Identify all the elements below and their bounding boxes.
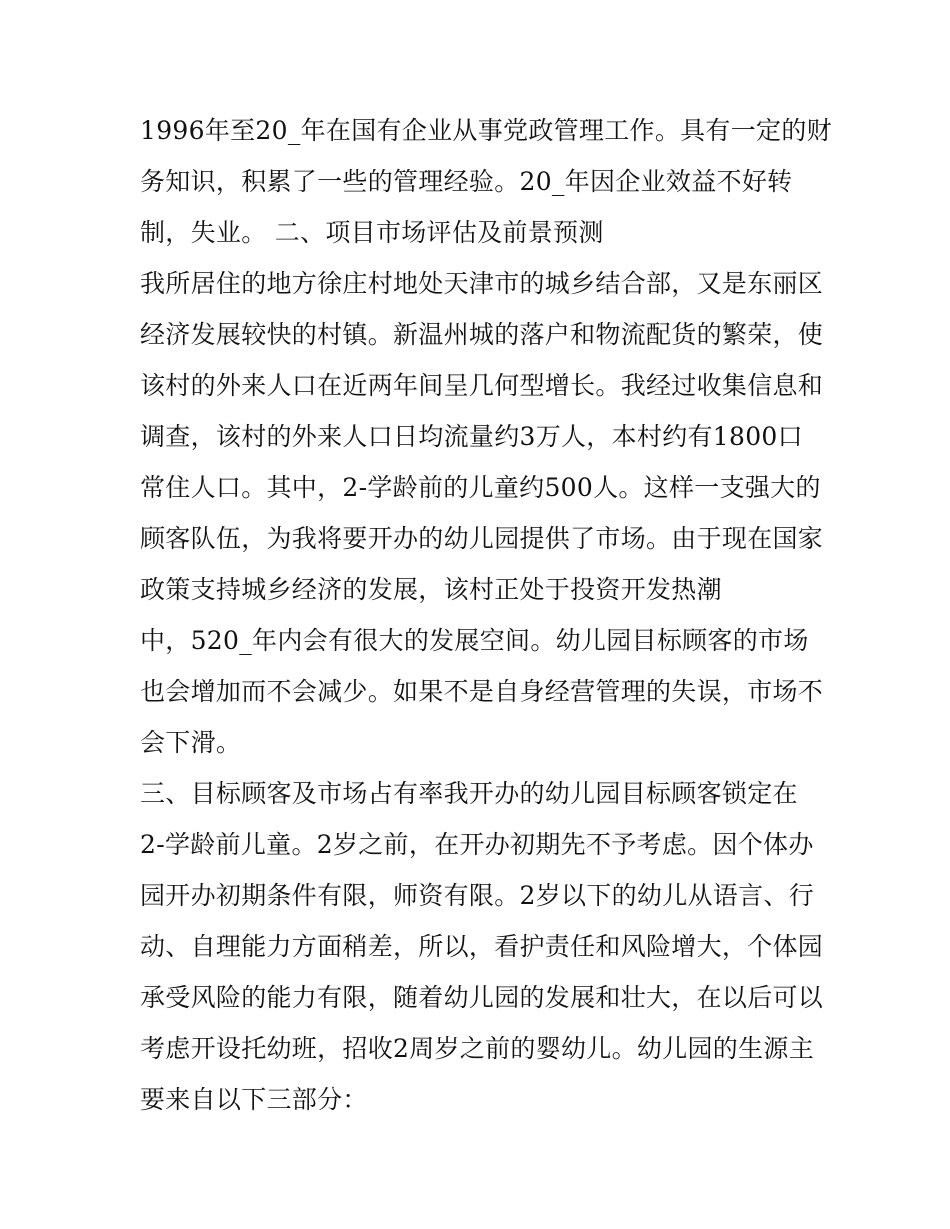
text-line: 园开办初期条件有限，师资有限。2岁以下的幼儿从语言、行 — [140, 881, 815, 910]
text-line: 中，520_年内会有很大的发展空间。幼儿园目标顾客的市场 — [140, 626, 809, 655]
text-line: 2-学龄前儿童。2岁之前，在开办初期先不予考虑。因个体办 — [140, 830, 814, 859]
text-line: 三、目标顾客及市场占有率我开办的幼儿园目标顾客锁定在 — [140, 779, 798, 808]
text-line: 该村的外来人口在近两年间呈几何型增长。我经过收集信息和 — [140, 371, 824, 400]
text-line: 我所居住的地方徐庄村地处天津市的城乡结合部，又是东丽区 — [140, 269, 824, 298]
text-line: 1996年至20_年在国有企业从事党政管理工作。具有一定的财 — [140, 116, 832, 145]
text-line: 考虑开设托幼班，招收2周岁之前的婴幼儿。幼儿园的生源主 — [140, 1034, 815, 1063]
body-text — [140, 105, 832, 1125]
text-line: 制，失业。 二、项目市场评估及前景预测 — [140, 218, 604, 247]
text-line: 要来自以下三部分： — [140, 1085, 368, 1114]
text-line: 动、自理能力方面稍差，所以，看护责任和风险增大，个体园 — [140, 932, 824, 961]
text-line: 会下滑。 — [140, 728, 242, 757]
text-line: 政策支持城乡经济的发展，该村正处于投资开发热潮 — [140, 575, 722, 604]
text-line: 顾客队伍，为我将要开办的幼儿园提供了市场。由于现在国家 — [140, 524, 824, 553]
text-line: 常住人口。其中，2-学龄前的儿童约500人。这样一支强大的 — [140, 473, 821, 502]
text-line: 也会增加而不会减少。如果不是自身经营管理的失误，市场不 — [140, 677, 824, 706]
text-line: 经济发展较快的村镇。新温州城的落户和物流配货的繁荣，使 — [140, 320, 824, 349]
text-line: 承受风险的能力有限，随着幼儿园的发展和壮大，在以后可以 — [140, 983, 824, 1012]
text-line: 务知识，积累了一些的管理经验。20_年因企业效益不好转 — [140, 167, 793, 196]
text-line: 调查，该村的外来人口日均流量约3万人，本村约有1800口 — [140, 422, 803, 451]
